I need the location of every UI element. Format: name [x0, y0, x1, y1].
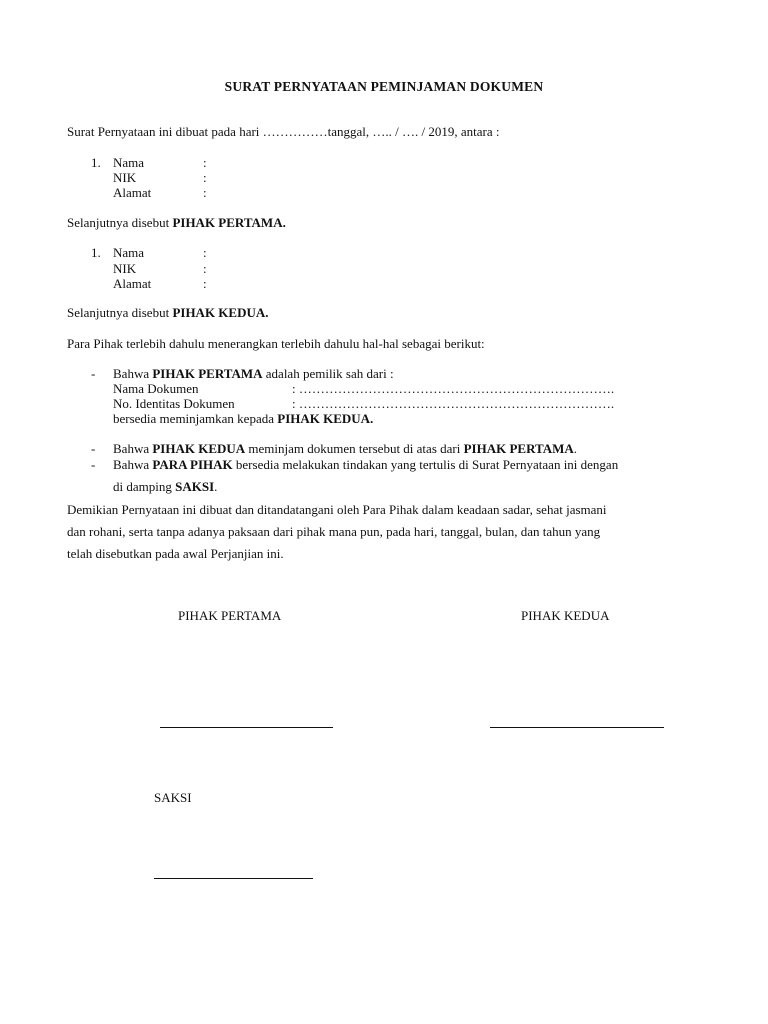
bullet1-bold-party2: PIHAK KEDUA.: [277, 411, 374, 426]
bullet1-lend-prefix: bersedia meminjamkan kepada: [113, 411, 278, 426]
doc-name-value: : ……………………………………………………………….: [292, 381, 615, 396]
doc-id-value: : ……………………………………………………………….: [292, 396, 615, 411]
bullet2-middle: meminjam dokumen tersebut di atas dari: [245, 441, 464, 456]
signature-line-first-party: [160, 727, 333, 728]
bullet3-text: [113, 457, 618, 472]
bullet2-dash: -: [91, 441, 96, 456]
party2-name-label: Nama: [113, 245, 145, 260]
bullet3-prefix: Bahwa: [113, 457, 153, 472]
party1-designation-prefix: Selanjutnya disebut: [67, 215, 173, 230]
party1-address-colon: :: [203, 185, 207, 200]
party1-designation-bold: PIHAK PERTAMA.: [172, 215, 286, 230]
party2-address-label: Alamat: [113, 276, 152, 291]
bullet1-prefix: Bahwa: [113, 366, 153, 381]
bullet2-text: [113, 441, 577, 456]
bullet2-bold-party2: PIHAK KEDUA: [152, 441, 246, 456]
party2-number: 1.: [91, 245, 101, 260]
party1-name-colon: :: [203, 155, 207, 170]
para-pihak-paragraph: Para Pihak terlebih dahulu menerangkan terlebih dahulu hal-hal sebagai berikut:: [67, 336, 485, 351]
signature-label-first-party: PIHAK PERTAMA: [178, 608, 282, 623]
party2-name-colon: :: [203, 245, 207, 260]
doc-id-label: No. Identitas Dokumen: [113, 396, 235, 411]
bullet1-suffix: adalah pemilik sah dari :: [262, 366, 394, 381]
bullet3-middle: bersedia melakukan tindakan yang tertulis di Surat Pernyataan ini dengan: [232, 457, 619, 472]
party2-designation-bold: PIHAK KEDUA.: [172, 305, 269, 320]
bullet3-dash: -: [91, 457, 96, 472]
party2-designation: [67, 305, 269, 320]
bullet3-bold-witness: SAKSI: [175, 479, 215, 494]
bullet1-dash: -: [91, 366, 96, 381]
party2-address-colon: :: [203, 276, 207, 291]
party2-nik-label: NIK: [113, 261, 137, 276]
bullet3-bold-both: PARA PIHAK: [152, 457, 233, 472]
party2-designation-prefix: Selanjutnya disebut: [67, 305, 173, 320]
signature-line-witness: [154, 878, 313, 879]
signature-label-witness: SAKSI: [154, 790, 192, 805]
intro-paragraph: Surat Pernyataan ini dibuat pada hari ……………tanggal, ….. / …. / 2019, antara :: [67, 124, 500, 139]
party2-nik-colon: :: [203, 261, 207, 276]
closing-line-1: Demikian Pernyataan ini dibuat dan ditandatangani oleh Para Pihak dalam keadaan sadar, sehat jasmani: [67, 502, 607, 517]
party1-number: 1.: [91, 155, 101, 170]
bullet2-bold-party1: PIHAK PERTAMA: [463, 441, 574, 456]
bullet1-bold-party1: PIHAK PERTAMA: [152, 366, 263, 381]
signature-line-second-party: [490, 727, 664, 728]
doc-name-label: Nama Dokumen: [113, 381, 199, 396]
closing-line-2: dan rohani, serta tanpa adanya paksaan dari pihak mana pun, pada hari, tanggal, bulan, dan tahun yang: [67, 524, 601, 539]
party1-designation: [67, 215, 286, 230]
signature-label-second-party: PIHAK KEDUA: [521, 608, 610, 623]
bullet3-period: .: [214, 479, 218, 494]
document-title: SURAT PERNYATAAN PEMINJAMAN DOKUMEN: [224, 79, 544, 94]
party1-name-label: Nama: [113, 155, 145, 170]
bullet2-prefix: Bahwa: [113, 441, 153, 456]
bullet3-cont-prefix: di damping: [113, 479, 176, 494]
party1-nik-label: NIK: [113, 170, 137, 185]
closing-line-3: telah disebutkan pada awal Perjanjian ini.: [67, 546, 284, 561]
party1-nik-colon: :: [203, 170, 207, 185]
bullet3-continuation: [113, 479, 217, 494]
bullet2-period: .: [573, 441, 578, 456]
bullet1-text: [113, 366, 394, 381]
bullet1-lend-text: [113, 411, 373, 426]
party1-address-label: Alamat: [113, 185, 152, 200]
